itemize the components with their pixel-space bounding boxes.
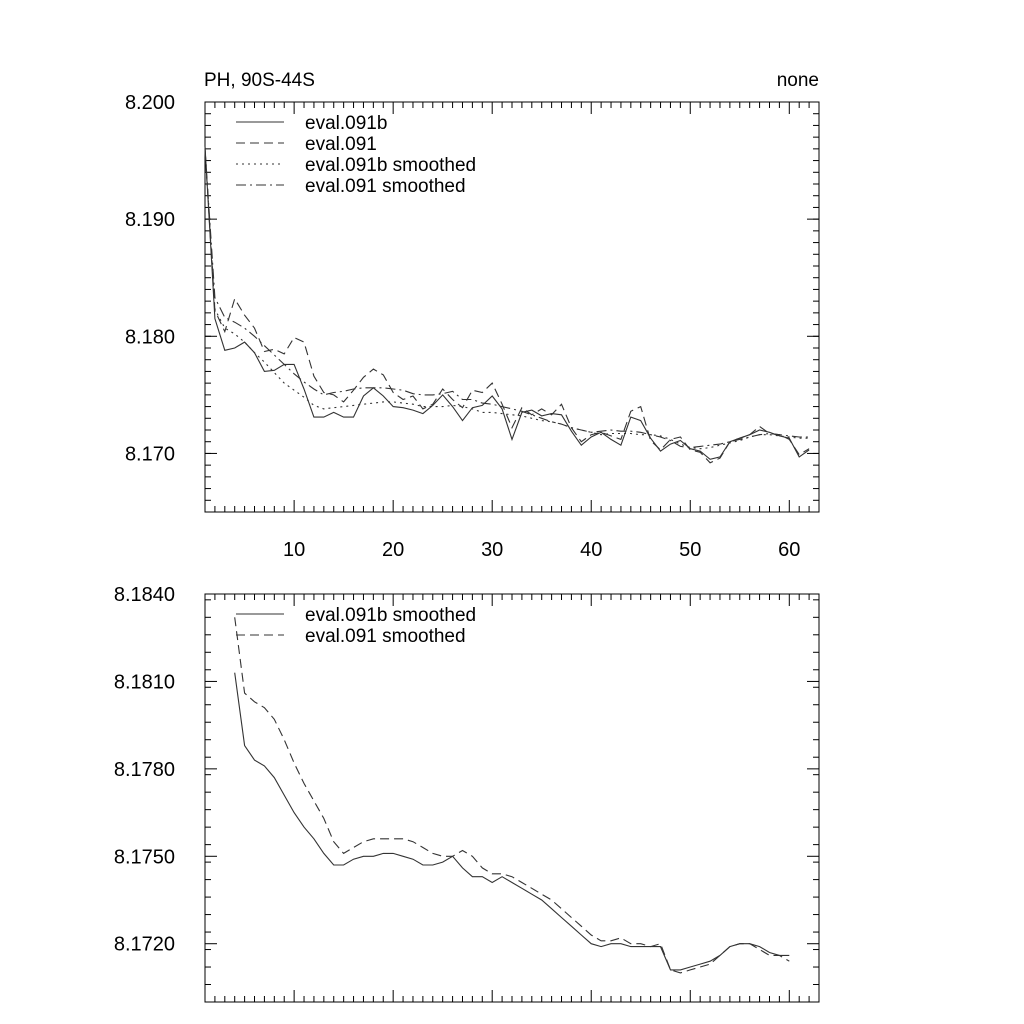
plot-frame	[205, 102, 819, 512]
x-tick-label: 40	[580, 539, 603, 561]
series-line-eval-091-smoothed	[235, 617, 790, 973]
y-tick-label: 8.200	[124, 92, 175, 114]
legend-label: eval.091	[305, 134, 377, 155]
series-line-eval-091	[205, 149, 809, 463]
x-tick-label: 10	[283, 539, 306, 561]
plot-frame	[205, 594, 819, 1002]
y-tick-label: 8.1840	[113, 584, 175, 606]
y-tick-label: 8.180	[124, 326, 175, 349]
x-tick-label: 20	[382, 539, 405, 561]
figure-title-left: PH, 90S-44S	[204, 70, 315, 91]
x-tick-label: 30	[481, 539, 504, 561]
legend-label: eval.091 smoothed	[305, 626, 466, 647]
series-line-eval-091b-smoothed	[205, 147, 809, 449]
legend-label: eval.091b	[305, 113, 388, 134]
y-tick-label: 8.1810	[113, 671, 175, 694]
y-tick-label: 8.170	[124, 443, 175, 466]
legend-label: eval.091 smoothed	[305, 176, 466, 197]
bottom-panel	[114, 584, 819, 1002]
series-line-eval-091-smoothed	[205, 149, 809, 448]
series-line-eval-091b	[205, 147, 809, 460]
top-panel	[125, 92, 819, 561]
series-line-eval-091b-smoothed	[235, 673, 790, 970]
y-tick-label: 8.1750	[113, 846, 175, 869]
x-tick-label: 50	[679, 539, 702, 561]
y-tick-label: 8.1720	[113, 933, 175, 956]
x-tick-label: 60	[778, 539, 801, 561]
figure-title-right: none	[776, 70, 819, 91]
legend-label: eval.091b smoothed	[305, 155, 477, 176]
y-tick-label: 8.1780	[113, 758, 175, 781]
legend-label: eval.091b smoothed	[305, 605, 477, 626]
y-tick-label: 8.190	[124, 209, 175, 232]
